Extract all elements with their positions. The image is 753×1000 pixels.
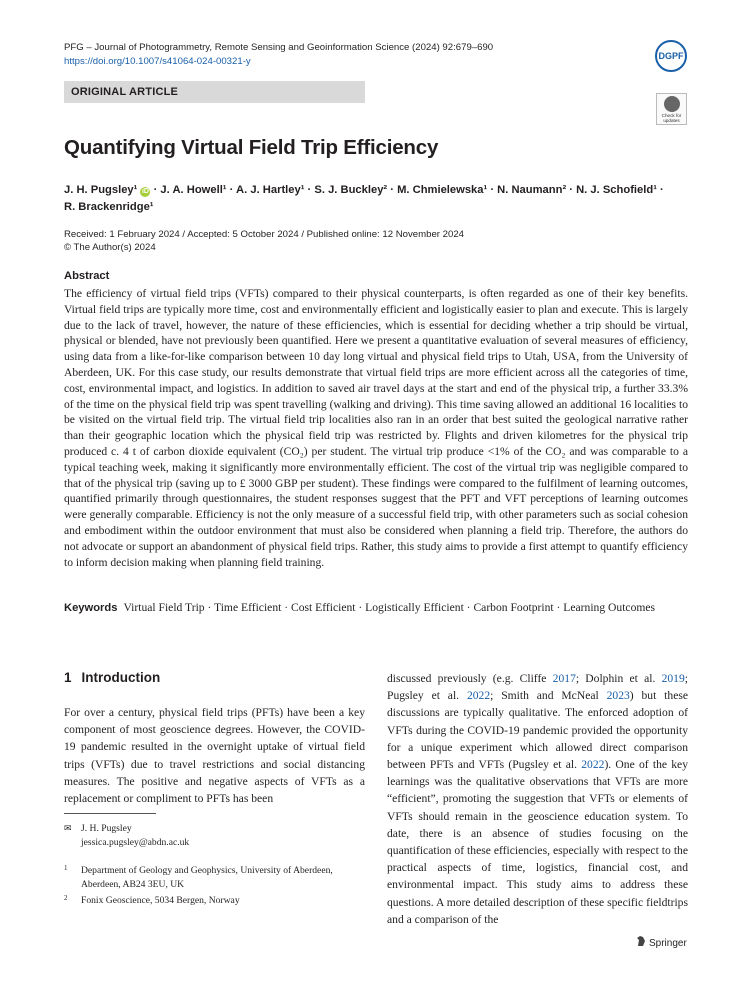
dgpf-logo-text: DGPF xyxy=(658,51,684,61)
keywords-list: Virtual Field Trip · Time Efficient · Cost Efficient · Logistically Efficient · Carbon Footprint · Learning Outcomes xyxy=(123,601,656,614)
keywords xyxy=(64,600,688,616)
first-author[interactable]: J. H. Pugsley¹ xyxy=(64,184,138,196)
affiliation-number: 1 xyxy=(64,864,68,872)
affiliation-text: Fonix Geoscience, 5034 Bergen, Norway xyxy=(81,895,240,906)
check-for-updates-badge[interactable] xyxy=(656,93,687,125)
footnote-divider xyxy=(64,813,156,814)
article-type-banner xyxy=(64,81,365,103)
body-text: discussed previously (e.g. Cliffe xyxy=(387,672,553,685)
body-text: ). One of the key learnings was the qualitative observations that VFTs are more “efficient”, promoting the suggestion that VFTs or elements of VFTs should remain in the geoscience education system. To date, there is an absence of studies focusing on the quantification of these efficiencies, especially with respect to the practical aspects of time, logistics, financial cost, and environmental impact. This study aims to address these questions. A more detailed description of these specific fieldtrips and a comparison of the xyxy=(387,758,688,926)
envelope-icon: ✉ xyxy=(64,823,72,833)
article-title: Quantifying Virtual Field Trip Efficiency xyxy=(64,136,439,159)
corresponding-name: J. H. Pugsley xyxy=(81,823,132,834)
citation-link[interactable]: 2019 xyxy=(661,672,685,685)
springer-horse-icon xyxy=(636,935,646,947)
doi-link[interactable]: https://doi.org/10.1007/s41064-024-00321-y xyxy=(64,56,251,67)
abstract-heading: Abstract xyxy=(64,270,110,282)
journal-citation: PFG – Journal of Photogrammetry, Remote Sensing and Geoinformation Science (2024) 92:679–690 xyxy=(64,42,494,53)
citation-link[interactable]: 2022 xyxy=(581,758,605,772)
springer-logo xyxy=(636,935,687,949)
article-type-label: ORIGINAL ARTICLE xyxy=(71,86,179,98)
received-accepted-published: Received: 1 February 2024 / Accepted: 5 October 2024 / Published online: 12 November 2024 xyxy=(64,229,464,240)
publisher-name: Springer xyxy=(649,938,687,949)
co-authors: · J. A. Howell¹ · A. J. Hartley¹ · S. J. Buckley² · M. Chmielewska¹ · N. Naumann² · N. J. Schofield¹ · xyxy=(150,184,664,196)
copyright-notice: © The Author(s) 2024 xyxy=(64,241,156,253)
last-author: R. Brackenridge¹ xyxy=(64,200,154,213)
citation-link[interactable]: 2022 xyxy=(466,689,491,703)
check-updates-icon xyxy=(664,96,680,112)
section-title: Introduction xyxy=(81,670,161,685)
author-list xyxy=(64,182,694,215)
abstract-text: The efficiency of virtual field trips (VFTs) compared to their physical counterparts, is often regarded as one of their key benefits. Virtual field trips are typically more time, cost and environmentally efficient and logistically easier to plan and execute. This is largely due to the lack of travel, however, the nature of these efficiencies, which is essential for deciding whether a trip should be virtual, physical or blended, have not previously been quantified. Here we present a quantitative evaluation of several measures of efficiency, using data from a like-for-like comparison between 10 day long virtual and physical field trips to Utah, USA, from the University of Aberdeen, UK. For this case study, our results demonstrate that virtual field trips are more efficient across all the categories of time, cost, environmental impact, and logistics. In addition to saved air travel days at the start and end of the physical trip, a further 33.3% of the time on the physical field trip was spent travelling (walking and driving). This time saving allowed an additional 16 localities to be visited on the virtual field trip. The virtual field trip localities also ran in an order that best suited the geological narrative rather than their geographic location which the physical field trip was restricted by. Flights and driven kilometres for the physical trip produced c. 4 t of carbon dioxide equivalent (CO₂) per student. The virtual trip produce <1% of the CO₂ and was comparable to a typical teaching week, making it significantly more environmentally efficient. The cost of the virtual trip was negligible compared to that of the physical trip (saving up to £ 3000 GBP per student). These findings were compared to the fulfilment of learning outcomes, quantified primarily through questionnaires, the student responses suggest that the PFT and VFT perceptions of learning outcomes were generally comparable. Efficiency is not the only measure of a successful field trip, with other parameters such as social cohesion and embodiment within the outdoor environment that must also be considered when planning a field trip. Therefore, the authors do not advocate or support an abandonment of physical field trips. Rather, this study aims to provide a first attempt to quantify efficiency to inform decision making when planning field training. xyxy=(64,287,688,569)
publication-dates xyxy=(64,229,464,254)
body-text: ; Dolphin et al. xyxy=(575,672,662,685)
intro-right-column xyxy=(387,670,688,928)
orcid-icon[interactable]: iD xyxy=(141,188,149,195)
affiliation-text: Department of Geology and Geophysics, University of Aberdeen, Aberdeen, AB24 3EU, UK xyxy=(81,865,333,890)
body-text: ; Pugsley et al. xyxy=(387,672,688,703)
body-text: ; Smith and McNeal xyxy=(490,689,607,703)
body-text: ) but these discussions are typically qualitative. The enforced adoption of VFTs during the COVID-19 pandemic provided the opportunity for a unique experiment which allowed direct comparison between PFTs and VFTs (Pugsley et al. xyxy=(387,689,689,772)
keywords-label: Keywords xyxy=(64,602,118,614)
check-updates-label: Check for updates xyxy=(661,113,682,123)
citation-link[interactable]: 2017 xyxy=(552,672,576,685)
intro-left-column: For over a century, physical field trips (PFTs) have been a key component of most geoscience degrees. However, the COVID-19 pandemic resulted in the overnight uptake of virtual field trips (VFTs) due to travel restrictions and social distancing measures. The positive and negative aspects of VFTs as a replacement or compliment to PFTs has been xyxy=(64,706,365,806)
section-number: 1 xyxy=(64,670,72,685)
affiliation-number: 2 xyxy=(64,894,68,902)
corresponding-email[interactable]: jessica.pugsley@abdn.ac.uk xyxy=(81,836,190,848)
section-heading xyxy=(64,670,160,685)
dgpf-logo xyxy=(655,40,687,72)
citation-link[interactable]: 2023 xyxy=(606,689,630,703)
